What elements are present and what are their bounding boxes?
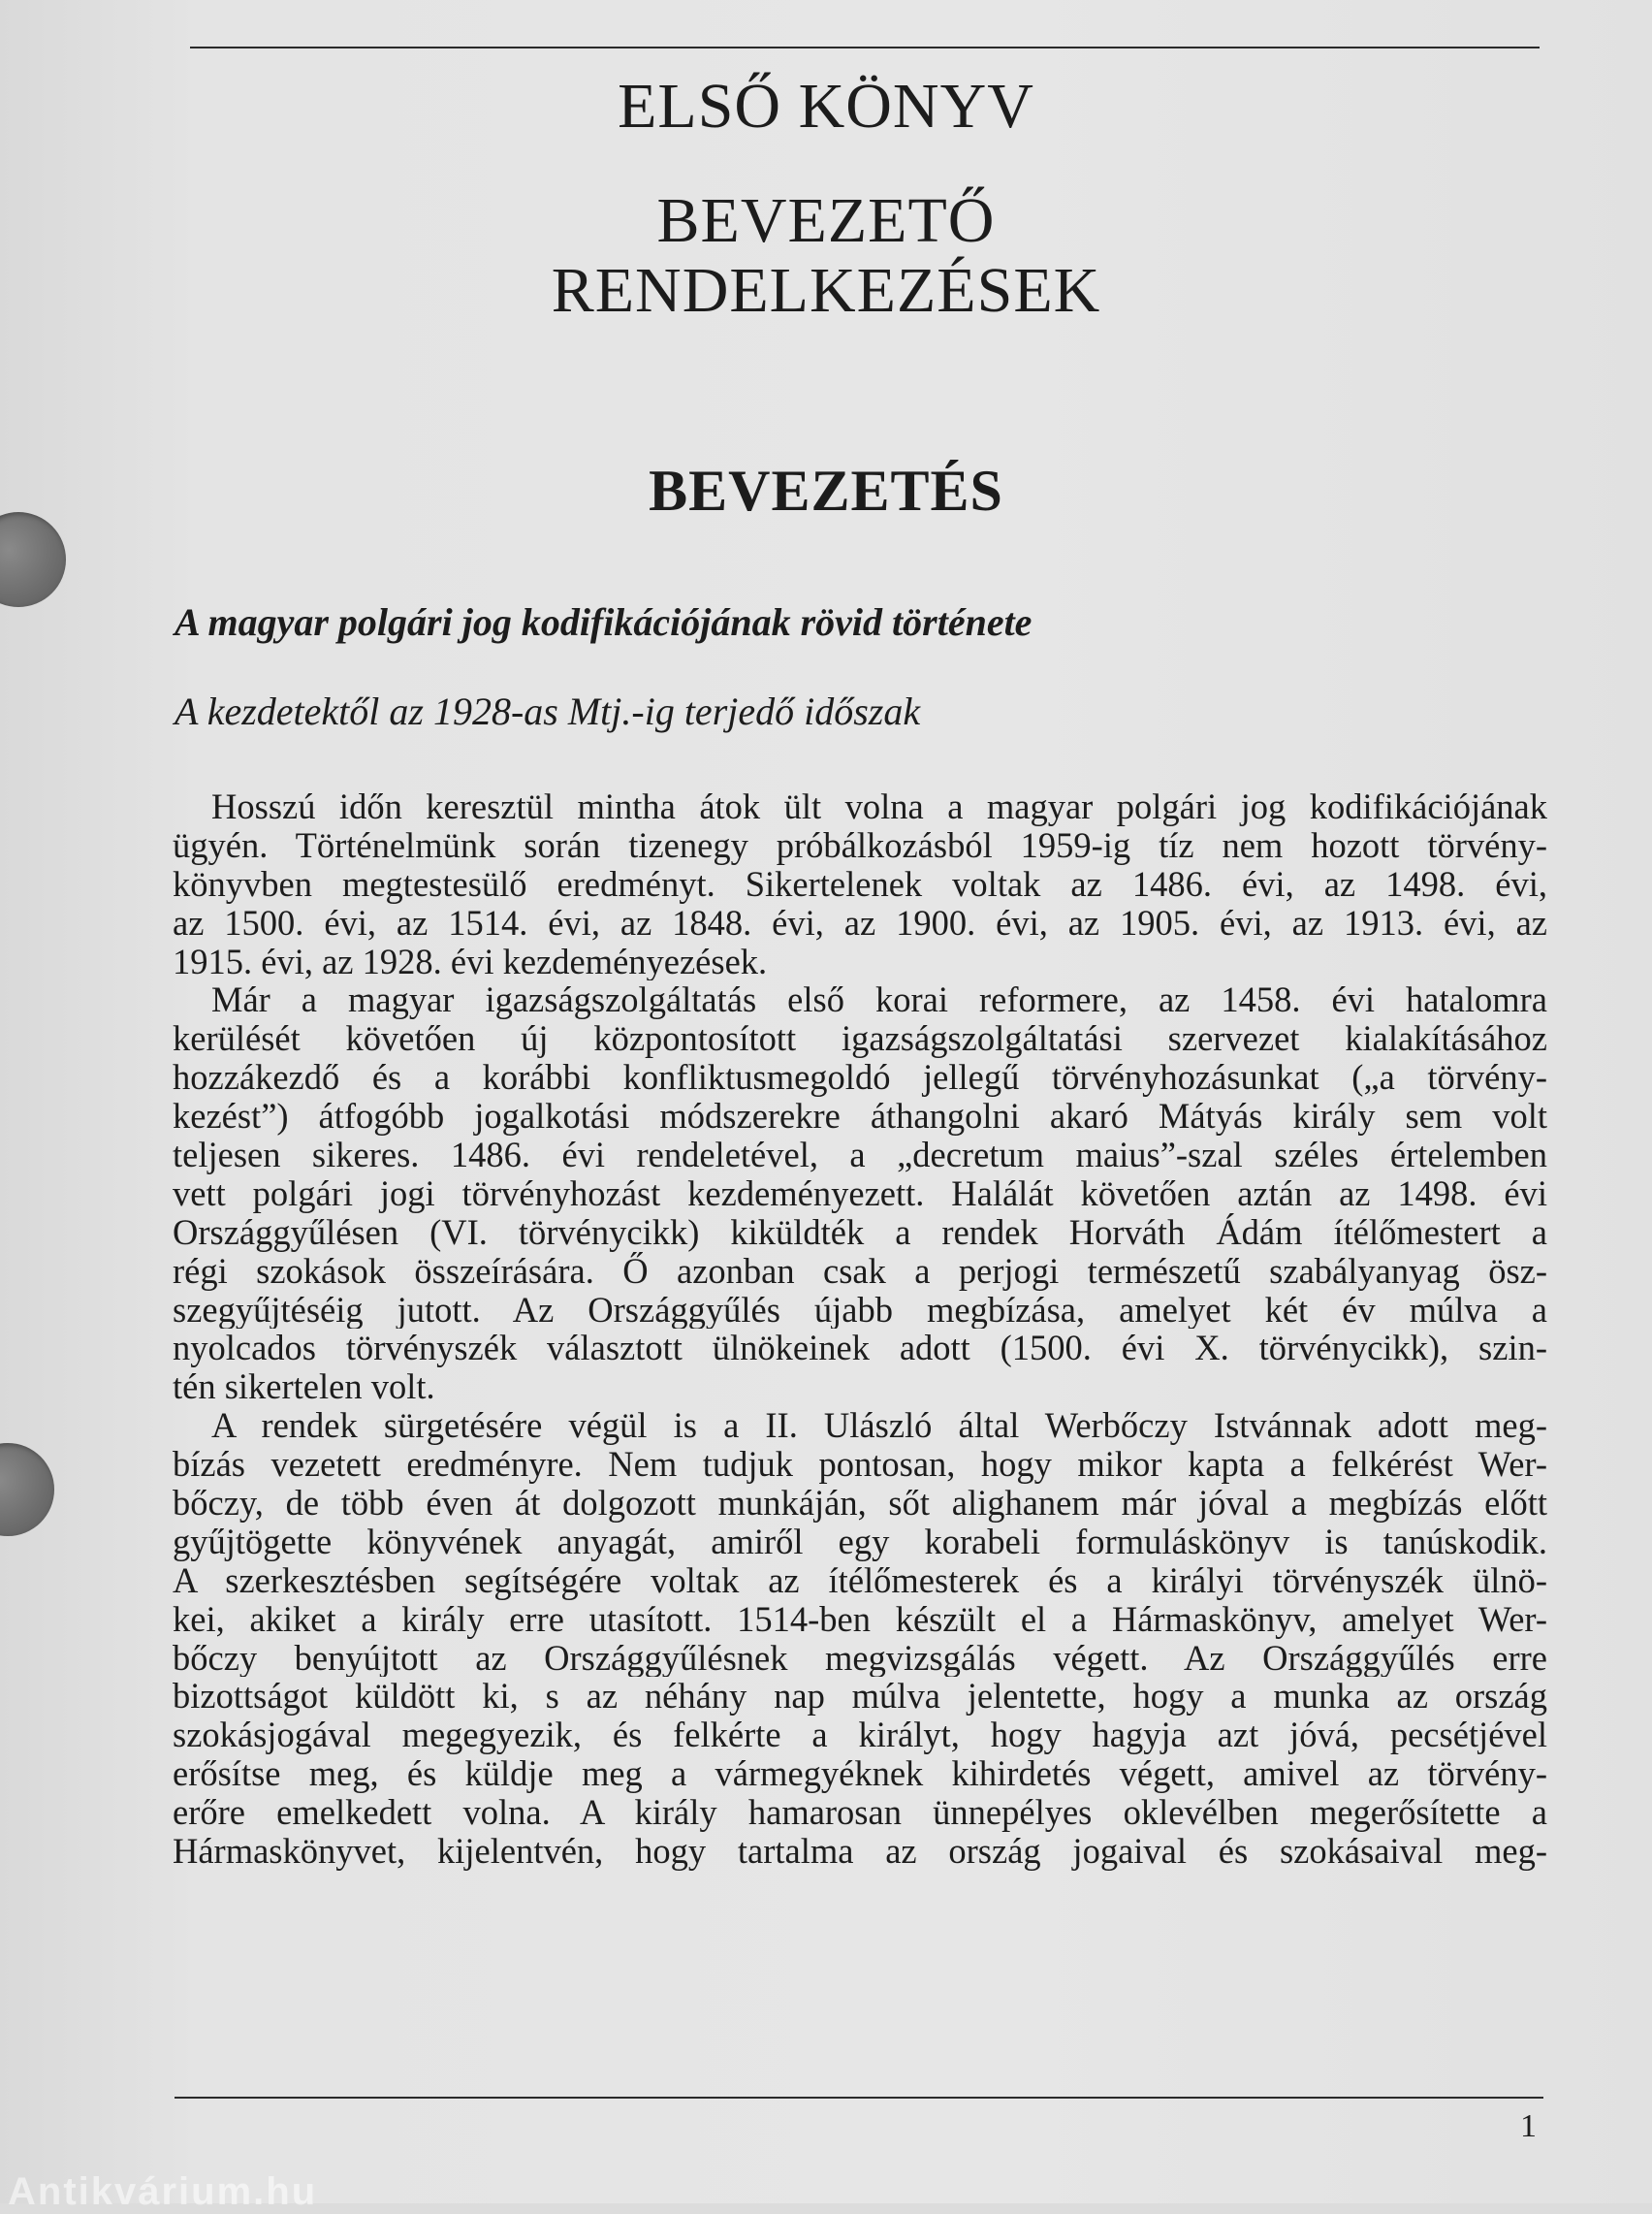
text-line: Országgyűlésen (VI. törvénycikk) kiküldték a rendek Horváth Ádám ítélőmestert a: [173, 1212, 1547, 1252]
book-title: ELSŐ KÖNYV: [618, 71, 1034, 142]
text-line: szegyűjtéséig jutott. Az Országgyűlés újabb megbízása, amelyet két év múlva a: [173, 1290, 1547, 1330]
text-line: Hosszú időn keresztül mintha átok ült volna a magyar polgári jog kodifikációjának: [211, 787, 1547, 826]
text-line: erősítse meg, és küldje meg a vármegyéknek kihirdetés végett, amivel az törvény-: [173, 1754, 1547, 1794]
text-line: bőczy benyújtott az Országgyűlésnek megvizsgálás végett. Az Országgyűlés erre: [173, 1638, 1547, 1678]
text-line: régi szokások összeírására. Ő azonban csak a perjogi természetű szabályanyag ösz-: [173, 1251, 1547, 1291]
text-line: tén sikertelen volt.: [173, 1367, 435, 1407]
text-line: bőczy, de több éven át dolgozott munkáján, sőt alighanem már jóval a megbízás előtt: [173, 1484, 1547, 1523]
sub-subsection-title: A kezdetektől az 1928-as Mtj.-ig terjedő időszak: [175, 690, 921, 733]
text-line: kezést”) átfogóbb jogalkotási módszerekre áthangolni akaró Mátyás király sem volt: [173, 1097, 1547, 1137]
page-number: 1: [1520, 2108, 1537, 2144]
text-line: Hármaskönyvet, kijelentvén, hogy tartalma az ország jogaival és szokásaival meg-: [173, 1832, 1547, 1871]
text-line: kei, akiket a király erre utasított. 1514-ben készült el a Hármaskönyv, amelyet Wer-: [173, 1599, 1547, 1639]
text-line: gyűjtögette könyvének anyagát, amiről egy korabeli formuláskönyv is tanúskodik.: [173, 1522, 1547, 1561]
text-line: hozzákezdő és a korábbi konfliktusmegoldó jellegű törvényhozásunkat („a törvény-: [173, 1058, 1547, 1098]
text-line: kerülését követően új központosított igazságszolgáltatási szervezet kialakításához: [173, 1019, 1547, 1059]
text-line: bízás vezetett eredményre. Nem tudjuk pontosan, hogy mikor kapta a felkérést Wer-: [173, 1445, 1547, 1485]
text-line: erőre emelkedett volna. A király hamarosan ünnepélyes oklevélben megerősítette a: [173, 1793, 1547, 1833]
chapter-title-line1: BEVEZETŐ: [656, 185, 996, 256]
text-line: A rendek sürgetésére végül is a II. Ulászló által Werbőczy Istvánnak adott meg-: [211, 1406, 1547, 1446]
binder-hole-upper: [0, 512, 66, 607]
bottom-rule: [175, 2097, 1543, 2099]
text-line: teljesen sikeres. 1486. évi rendeletével, a „decretum maius”-szal széles értelemben: [173, 1136, 1547, 1174]
text-line: vett polgári jogi törvényhozást kezdeményezett. Halálát követően aztán az 1498. évi: [173, 1173, 1547, 1213]
text-line: 1915. évi, az 1928. évi kezdeményezések.: [173, 942, 768, 981]
subsection-title: A magyar polgári jog kodifikációjának rövid története: [175, 600, 1032, 644]
text-line: bizottságot küldött ki, s az néhány nap múlva jelentette, hogy a munka az ország: [173, 1677, 1547, 1717]
text-line: az 1500. évi, az 1514. évi, az 1848. évi, az 1900. évi, az 1905. évi, az 1913. évi, az: [173, 903, 1547, 943]
text-line: könyvben megtestesülő eredményt. Sikertelenek voltak az 1486. évi, az 1498. évi,: [173, 864, 1547, 904]
binder-hole-lower: [0, 1443, 54, 1536]
text-line: Már a magyar igazságszolgáltatás első korai reformere, az 1458. évi hatalomra: [211, 980, 1547, 1020]
chapter-title-line2: RENDELKEZÉSEK: [551, 255, 1101, 326]
text-line: nyolcados törvényszék választott ülnökeinek adott (1500. évi X. törvénycikk), szin-: [173, 1329, 1547, 1368]
text-line: ügyén. Történelmünk során tizenegy próbálkozásból 1959-ig tíz nem hozott törvény-: [173, 825, 1547, 865]
text-line: szokásjogával megegyezik, és felkérte a királyt, hogy hagyja azt jóvá, pecsétjével: [173, 1716, 1547, 1755]
text-line: A szerkesztésben segítségére voltak az ítélőmesterek és a királyi törvényszék ülnö-: [173, 1560, 1547, 1600]
body-text: [173, 787, 1547, 1871]
watermark: Antikvárium.hu: [8, 2170, 318, 2213]
section-title: BEVEZETÉS: [649, 459, 1003, 523]
top-rule: [190, 47, 1540, 48]
